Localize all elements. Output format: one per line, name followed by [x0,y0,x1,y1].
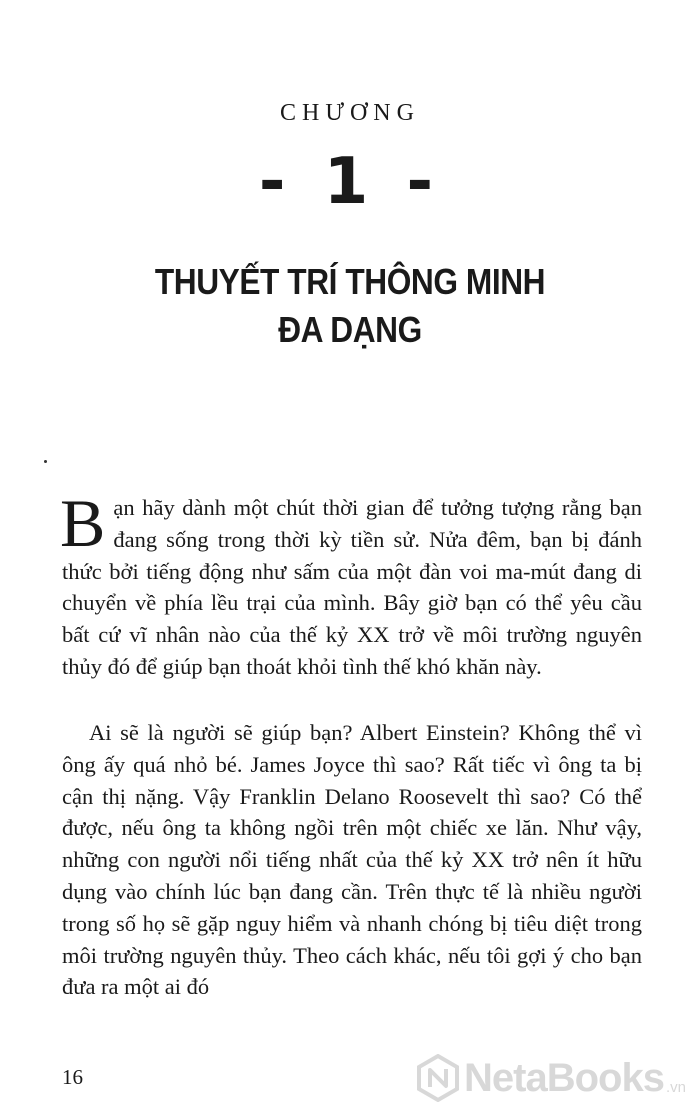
page-number: 16 [62,1065,83,1089]
print-speck [44,460,47,463]
watermark-suffix: .vn [665,1079,686,1096]
chapter-title-line-1: THUYẾT TRÍ THÔNG MINH [154,261,546,302]
paragraph-1 [60,485,642,683]
paragraph-1-text: ạn hãy dành một chút thời gian để tưởng tượng rằng bạn đang sống trong thời kỳ tiền sử. Nửa đêm, bạn bị đánh thức bởi tiếng động như sấm của một đàn voi ma-mút đang di chuyển về phía lều trại của mình. Bây giờ bạn có thể yêu cầu bất cứ vĩ nhân nào của thế kỷ XX trở về môi trường nguyên thủy đó để giúp bạn thoát khỏi tình thế khó khăn này. [62,495,642,679]
watermark-brand: NetaBooks [464,1055,664,1100]
chapter-label: CHƯƠNG [280,100,420,126]
chapter-title [42,258,658,354]
chapter-title-line-2: ĐA DẠNG [278,309,422,350]
paragraph-2: Ai sẽ là người sẽ giúp bạn? Albert Einstein? Không thể vì ông ấy quá nhỏ bé. James Joyce thì sao? Rất tiếc vì ông ta bị cận thị nặng. Vậy Franklin Delano Roosevelt thì sao? Có thể được, nếu ông ta không ngồi trên một chiếc xe lăn. Như vậy, những con người nổi tiếng nhất của thế kỷ XX trở nên ít hữu dụng vào chính lúc bạn đang cần. Trên thực tế là nhiều người trong số họ sẽ gặp nguy hiểm và nhanh chóng bị tiêu diệt trong môi trường nguyên thủy. Theo cách khác, nếu tôi gợi ý cho bạn đưa ra một ai đó [62,720,642,1000]
chapter-number: - 1 - [258,145,442,219]
drop-cap: B [60,485,106,561]
netabooks-logo-icon [416,1054,460,1102]
watermark [416,1054,686,1102]
